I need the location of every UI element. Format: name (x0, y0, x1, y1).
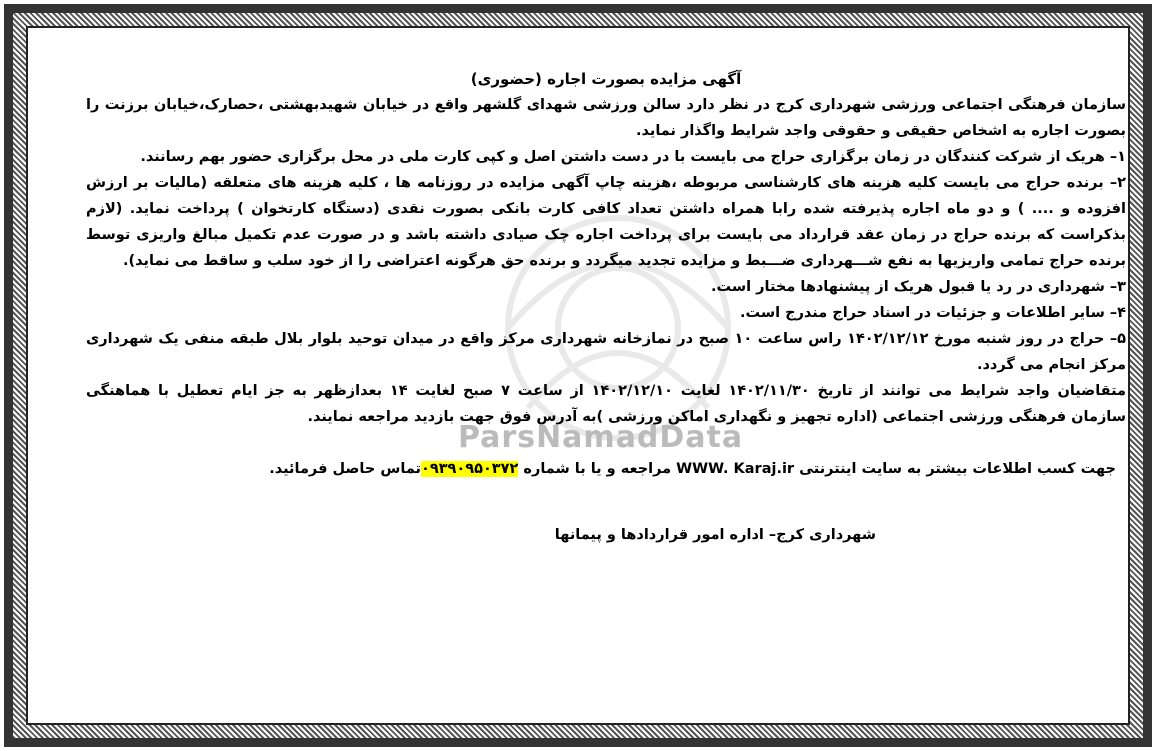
condition-item-2: ۲– برنده حراج می بایست کلیه هزینه های کارشناسی مربوطه ،هزینه چاپ آگهی مزایده در روزنامه ها ، کلیه هزینه های متعلقه (مالیات بر ارزش افزوده و .... ) و دو ماه اجاره پذیرفته شده رابا همراه داشتن تعداد کافی کارت بانکی بصورت نقدی (دستگاه کارتخوان ) پرداخت نماید. (لازم بذکراست که برنده حراج در زمان عقد قرارداد می بایست برای پرداخت اجاره چک صیادی داشته باشد و در صورت عدم تکمیل مبالغ واریزی توسط برنده حراج تمامی واریزیها به نفع شـــهرداری ضـــبط و مزایده تجدید میگردد و برنده حق هرگونه اعتراضی را از خود سلب و ساقط می نماید). (86, 175, 1126, 269)
watermark-text: ParsNamadData (458, 420, 744, 455)
contact-middle: مراجعه و یا با شماره (518, 461, 677, 477)
contact-before: جهت کسب اطلاعات بیشتر به سایت اینترنتی (794, 461, 1116, 477)
ad-content (86, 66, 1126, 548)
applicants-paragraph: متقاضیان واجد شرایط می توانند از تاریخ ۱۴۰۲/۱۱/۳۰ لغایت ۱۴۰۲/۱۲/۱۰ از ساعت ۷ صبح لغایت ۱۴ بعدازظهر به جز ایام تعطیل با هماهنگی سازمان فرهنگی ورزشی اجتماعی (اداره تجهیز و نگهداری اماکن ورزشی )به آدرس فوق جهت بازدید مراجعه نمایند. (86, 383, 1126, 425)
intro-paragraph: سازمان فرهنگی اجتماعی ورزشی شهرداری کرج در نظر دارد سالن ورزشی شهدای گلشهر واقع در خیابان شهیدبهشتی ،حصارک،خیابان برزنت را بصورت اجاره به اشخاص حقیقی و حقوقی واجد شرایط واگذار نماید. (86, 97, 1126, 139)
ad-title: آگهی مزایده بصورت اجاره (حضوری) (470, 70, 742, 88)
decorative-border (4, 4, 1152, 747)
website-link[interactable]: WWW. Karaj.ir (676, 461, 795, 477)
phone-number: ۰۹۳۹۰۹۵۰۳۷۲ (421, 461, 519, 477)
condition-item-4: ۴– سایر اطلاعات و جزئیات در اسناد حراج مندرج است. (739, 305, 1126, 321)
signature: شهرداری کرج– اداره امور قراردادها و پیمانها (554, 527, 876, 543)
contact-after: تماس حاصل فرمائید. (269, 461, 421, 477)
contact-line (86, 456, 1126, 482)
condition-item-3: ۳– شهرداری در رد یا قبول هریک از پیشنهادها مختار است. (711, 279, 1126, 295)
condition-item-1: ۱– هریک از شرکت کنندگان در زمان برگزاری حراج می بایست با در دست داشتن اصل و کپی کارت ملی در محل برگزاری حضور بهم رسانند. (140, 149, 1126, 165)
ad-panel (26, 26, 1130, 725)
condition-item-5: ۵– حراج در روز شنبه مورخ ۱۴۰۲/۱۲/۱۲ راس ساعت ۱۰ صبح در نمازخانه شهرداری مرکز واقع در میدان توحید بلوار بلال طبقه منفی یک شهرداری مرکز انجام می گردد. (86, 331, 1126, 373)
